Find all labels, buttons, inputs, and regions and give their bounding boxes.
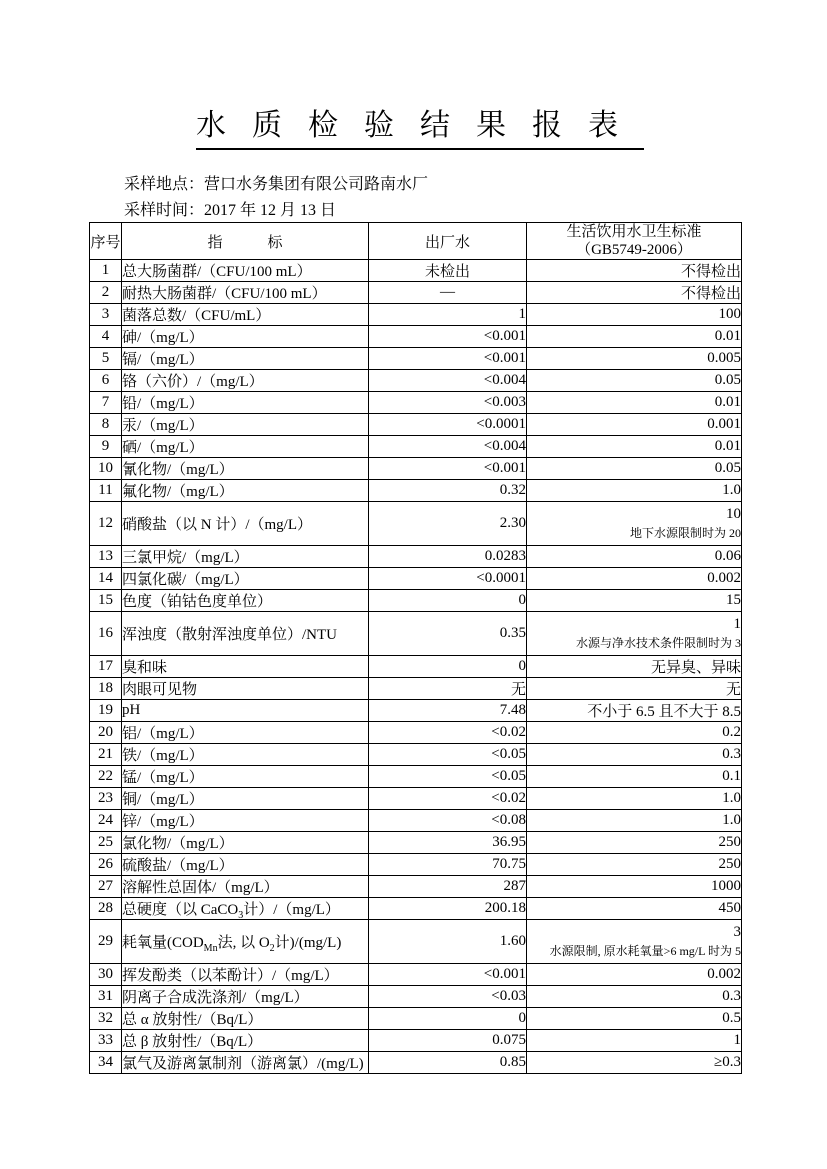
outflow-value: <0.05 [369,744,527,766]
indicator-name: 铁/（mg/L） [122,744,369,766]
standard-value: 无异臭、异味 [527,656,742,678]
outflow-value: 7.48 [369,700,527,722]
table-row [90,964,742,986]
page-title: 水质检验结果报表 [196,100,644,150]
row-number: 32 [90,1008,122,1030]
outflow-value: <0.0001 [369,414,527,436]
column-header-no: 序号 [90,223,122,260]
sampling-location [124,172,428,198]
table-header-row [90,223,742,260]
indicator-name: 菌落总数/（CFU/mL） [122,304,369,326]
row-number: 15 [90,590,122,612]
row-number: 6 [90,370,122,392]
outflow-value: 0 [369,656,527,678]
outflow-value: 70.75 [369,854,527,876]
standard-value: 1.0 [527,480,742,502]
indicator-name: 硒/（mg/L） [122,436,369,458]
row-number: 10 [90,458,122,480]
standard-note: 水源与净水技术条件限制时为 3 [575,636,741,650]
row-number: 17 [90,656,122,678]
outflow-value: 1 [369,304,527,326]
row-number: 31 [90,986,122,1008]
indicator-name: 总 α 放射性/（Bq/L） [122,1008,369,1030]
outflow-value: 0 [369,590,527,612]
sampling-time-label: 采样时间： [124,202,205,219]
indicator-name: 铝/（mg/L） [122,722,369,744]
row-number: 26 [90,854,122,876]
outflow-value: <0.001 [369,326,527,348]
row-number: 4 [90,326,122,348]
standard-value: 0.05 [527,370,742,392]
row-number: 2 [90,282,122,304]
table-row [90,876,742,898]
outflow-value: 0.32 [369,480,527,502]
standard-value: 0.3 [527,744,742,766]
outflow-value: <0.001 [369,348,527,370]
row-number: 19 [90,700,122,722]
outflow-value: 未检出 [369,260,527,282]
standard-value: 1 [527,1030,742,1052]
indicator-name: 硝酸盐（以 N 计）/（mg/L） [122,502,369,546]
standard-value [527,502,742,546]
column-header-outflow: 出厂水 [369,223,527,260]
row-number: 23 [90,788,122,810]
outflow-value: 0.35 [369,612,527,656]
indicator-name: 色度（铂钴色度单位） [122,590,369,612]
sampling-time [124,198,428,224]
standard-value: 0.01 [527,392,742,414]
row-number: 5 [90,348,122,370]
standard-value: 0.5 [527,1008,742,1030]
standard-main: 10 [726,506,741,522]
standard-value [527,612,742,656]
standard-value: 0.1 [527,766,742,788]
standard-value: 不得检出 [527,282,742,304]
row-number: 20 [90,722,122,744]
row-number: 14 [90,568,122,590]
table-row [90,986,742,1008]
indicator-name: 铅/（mg/L） [122,392,369,414]
table-row [90,502,742,546]
outflow-value: 0.85 [369,1052,527,1074]
indicator-name: 砷/（mg/L） [122,326,369,348]
indicator-name: 溶解性总固体/（mg/L） [122,876,369,898]
standard-main: 1 [733,616,741,632]
row-number: 25 [90,832,122,854]
standard-value: 不得检出 [527,260,742,282]
indicator-name: 铬（六价）/（mg/L） [122,370,369,392]
outflow-value: 36.95 [369,832,527,854]
table-row [90,898,742,920]
table-row [90,854,742,876]
indicator-name: 阴离子合成洗涤剂/（mg/L） [122,986,369,1008]
standard-value [527,920,742,964]
indicator-name: 浑浊度（散射浑浊度单位）/NTU [122,612,369,656]
outflow-value: 0.0283 [369,546,527,568]
table-row [90,436,742,458]
standard-value: 1.0 [527,788,742,810]
row-number: 1 [90,260,122,282]
indicator-name: 耐热大肠菌群/（CFU/100 mL） [122,282,369,304]
table-row [90,766,742,788]
table-row [90,1052,742,1074]
table-body [90,260,742,1074]
table-row [90,260,742,282]
indicator-name: 氟化物/（mg/L） [122,480,369,502]
row-number: 12 [90,502,122,546]
row-number: 21 [90,744,122,766]
standard-value: 0.3 [527,986,742,1008]
outflow-value: <0.02 [369,788,527,810]
standard-value: 0.06 [527,546,742,568]
table-row [90,1008,742,1030]
outflow-value: 2.30 [369,502,527,546]
indicator-name: 氯化物/（mg/L） [122,832,369,854]
table-row [90,392,742,414]
outflow-value: 0.075 [369,1030,527,1052]
table-row [90,480,742,502]
row-number: 33 [90,1030,122,1052]
standard-value: 250 [527,832,742,854]
table-row [90,788,742,810]
standard-value: 不小于 6.5 且不大于 8.5 [527,700,742,722]
row-number: 18 [90,678,122,700]
standard-header-line2: （GB5749-2006） [576,242,692,258]
indicator-name: 耗氧量($COD_{Mn}$法, 以 $O_2$计)/(mg/L) [122,920,369,964]
table-row [90,458,742,480]
table-row [90,304,742,326]
sampling-meta [124,172,428,224]
outflow-value: <0.0001 [369,568,527,590]
standard-main: 3 [733,924,741,940]
outflow-value: <0.02 [369,722,527,744]
standard-value: 0.05 [527,458,742,480]
sampling-time-value: 2017 年 12 月 13 日 [204,202,337,219]
table-row [90,326,742,348]
table-row [90,810,742,832]
outflow-value: <0.08 [369,810,527,832]
indicator-name: 臭和味 [122,656,369,678]
table-row [90,612,742,656]
standard-value: 0.005 [527,348,742,370]
indicator-name: 三氯甲烷/（mg/L） [122,546,369,568]
indicator-name: 挥发酚类（以苯酚计）/（mg/L） [122,964,369,986]
indicator-name: 锌/（mg/L） [122,810,369,832]
table-row [90,656,742,678]
row-number: 24 [90,810,122,832]
outflow-value: <0.03 [369,986,527,1008]
standard-value: 450 [527,898,742,920]
column-header-standard [527,223,742,260]
standard-value: 0.01 [527,326,742,348]
indicator-name: 总 β 放射性/（Bq/L） [122,1030,369,1052]
standard-value: 0.002 [527,568,742,590]
indicator-name: 氰化物/（mg/L） [122,458,369,480]
outflow-value: <0.001 [369,458,527,480]
row-number: 3 [90,304,122,326]
outflow-value: <0.003 [369,392,527,414]
standard-note: 地下水源限制时为 20 [629,526,741,540]
standard-note: 水源限制, 原水耗氧量>6 mg/L 时为 5 [549,944,741,958]
table-row [90,1030,742,1052]
standard-value: 0.2 [527,722,742,744]
indicator-name: pH [122,700,369,722]
indicator-name: 肉眼可见物 [122,678,369,700]
row-number: 22 [90,766,122,788]
outflow-value: 287 [369,876,527,898]
sampling-location-label: 采样地点： [124,176,205,193]
indicator-name: 四氯化碳/（mg/L） [122,568,369,590]
indicator-name: 锰/（mg/L） [122,766,369,788]
table-row [90,678,742,700]
table-row [90,700,742,722]
title-block [0,100,827,150]
table-row [90,348,742,370]
indicator-name: 硫酸盐/（mg/L） [122,854,369,876]
row-number: 28 [90,898,122,920]
outflow-value: <0.004 [369,436,527,458]
outflow-value: 0 [369,1008,527,1030]
outflow-value: 无 [369,678,527,700]
row-number: 29 [90,920,122,964]
row-number: 13 [90,546,122,568]
standard-value: 1.0 [527,810,742,832]
column-header-indicator: 指 标 [122,223,369,260]
indicator-name: 铜/（mg/L） [122,788,369,810]
row-number: 30 [90,964,122,986]
outflow-value: <0.05 [369,766,527,788]
standard-value: 1000 [527,876,742,898]
indicator-name: 总大肠菌群/（CFU/100 mL） [122,260,369,282]
indicator-name: 总硬度（以 CaCO$_3$计）/（mg/L） [122,898,369,920]
standard-value: ≥0.3 [527,1052,742,1074]
row-number: 27 [90,876,122,898]
row-number: 34 [90,1052,122,1074]
standard-value: 0.002 [527,964,742,986]
outflow-value: <0.004 [369,370,527,392]
standard-value: 250 [527,854,742,876]
outflow-value: 1.60 [369,920,527,964]
table-row [90,590,742,612]
standard-header-line1: 生活饮用水卫生标准 [566,224,702,240]
row-number: 9 [90,436,122,458]
table-row [90,722,742,744]
results-table [89,222,742,1074]
indicator-name: 汞/（mg/L） [122,414,369,436]
row-number: 7 [90,392,122,414]
indicator-name: 氯气及游离氯制剂（游离氯）/(mg/L) [122,1052,369,1074]
standard-value: 0.01 [527,436,742,458]
table-row [90,832,742,854]
standard-value: 无 [527,678,742,700]
row-number: 8 [90,414,122,436]
table-row [90,920,742,964]
table-row [90,370,742,392]
outflow-value: <0.001 [369,964,527,986]
row-number: 16 [90,612,122,656]
standard-value: 15 [527,590,742,612]
row-number: 11 [90,480,122,502]
table-row [90,546,742,568]
sampling-location-value: 营口水务集团有限公司路南水厂 [204,176,429,193]
standard-value: 100 [527,304,742,326]
table-row [90,414,742,436]
outflow-value: — [369,282,527,304]
table-row [90,744,742,766]
indicator-name: 镉/（mg/L） [122,348,369,370]
outflow-value: 200.18 [369,898,527,920]
table-row [90,282,742,304]
table-row [90,568,742,590]
standard-value: 0.001 [527,414,742,436]
